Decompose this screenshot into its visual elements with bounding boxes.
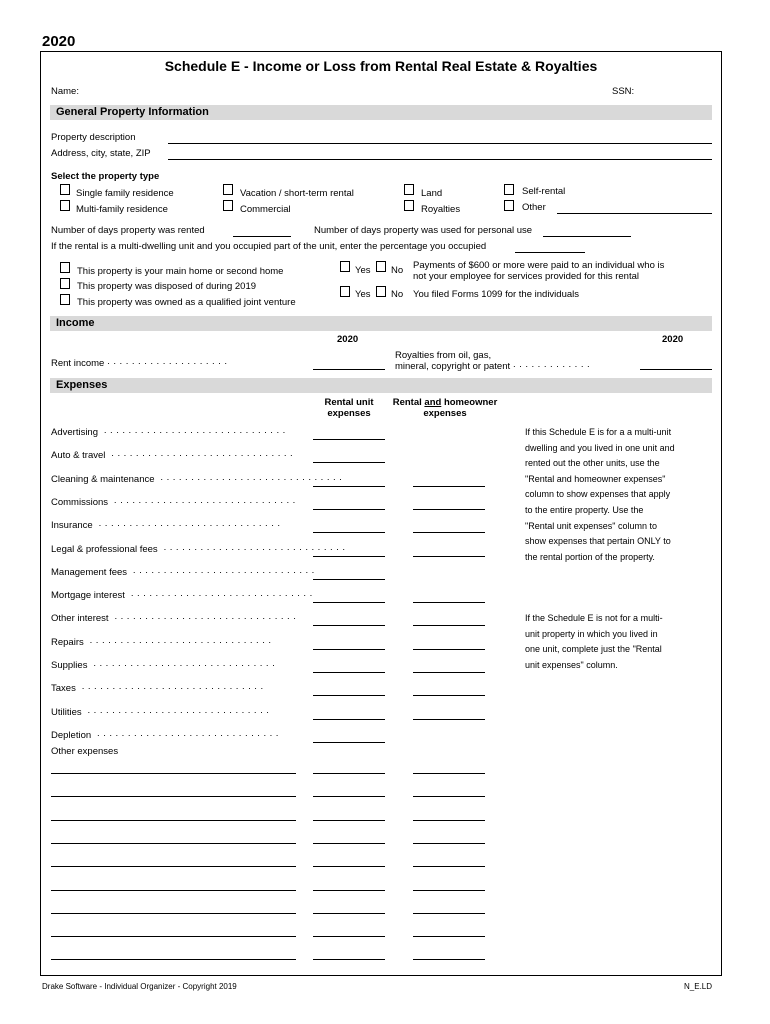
form-title: Schedule E - Income or Loss from Rental Real Estate & Royalties xyxy=(164,58,598,74)
forms-1099-no-checkbox[interactable] xyxy=(376,286,386,297)
expense-row-label xyxy=(51,730,301,741)
rental-homeowner-expense-field[interactable] xyxy=(413,556,485,557)
expenses-section-heading: Expenses xyxy=(50,378,712,393)
other-expense-homeowner-field[interactable] xyxy=(413,936,485,937)
rental-homeowner-column-header: Rental and homeowner expenses xyxy=(392,397,498,419)
other-expense-description-field[interactable] xyxy=(51,936,296,937)
leader-dots: ······························ xyxy=(92,520,284,532)
days-personal-label: Number of days property was used for personal use xyxy=(314,225,533,236)
other-expense-description-field[interactable] xyxy=(51,843,296,844)
expense-row-label xyxy=(51,473,346,485)
other-expense-description-field[interactable] xyxy=(51,796,296,797)
other-expense-description-field[interactable] xyxy=(51,866,296,867)
rental-unit-expense-field[interactable] xyxy=(313,695,385,696)
expense-row-label xyxy=(51,613,301,624)
ssn-label: SSN: xyxy=(612,86,635,97)
other-expenses-label: Other expenses xyxy=(51,746,119,757)
payments-question-line1: Payments of $600 or more were paid to an individual who is xyxy=(413,260,665,271)
property-type-label: Select the property type xyxy=(51,171,160,182)
commercial-checkbox[interactable] xyxy=(223,200,233,211)
expense-row-label xyxy=(51,450,301,461)
income-year-column: 2020 xyxy=(337,334,359,345)
other-expense-rental-unit-field[interactable] xyxy=(313,959,385,960)
leader-dots: ······························ xyxy=(127,566,318,578)
expense-row-label xyxy=(51,566,318,578)
expense-item-name: Insurance xyxy=(51,520,93,532)
property-description-label: Property description xyxy=(51,132,136,143)
other-expense-homeowner-field[interactable] xyxy=(413,913,485,914)
commercial-label: Commercial xyxy=(240,204,291,215)
leader-dots: ······························ xyxy=(105,450,296,462)
address-label: Address, city, state, ZIP xyxy=(51,148,151,159)
expense-item-name: Other interest xyxy=(51,613,109,625)
self-rental-checkbox[interactable] xyxy=(504,184,514,195)
rental-unit-column-header: Rental unit expenses xyxy=(324,397,374,419)
expense-item-name: Cleaning & maintenance xyxy=(51,473,155,485)
payments-no-checkbox[interactable] xyxy=(376,261,386,272)
expense-row-label xyxy=(51,637,301,648)
general-section-heading: General Property Information xyxy=(50,105,712,120)
rental-unit-expense-field[interactable] xyxy=(313,462,385,463)
single-family-label: Single family residence xyxy=(76,188,174,199)
other-type-label: Other xyxy=(522,202,546,213)
rental-unit-expense-field[interactable] xyxy=(313,742,385,743)
payments-question-line2: not your employee for services provided for this rental xyxy=(413,271,639,282)
other-expense-rental-unit-field[interactable] xyxy=(313,866,385,867)
forms-1099-no-label: No xyxy=(391,289,404,300)
other-expense-rental-unit-field[interactable] xyxy=(313,820,385,821)
property-description-field[interactable] xyxy=(168,143,712,144)
forms-1099-question: You filed Forms 1099 for the individuals xyxy=(413,289,579,300)
expense-row-label xyxy=(51,707,301,718)
self-rental-label: Self-rental xyxy=(522,186,566,197)
expense-item-name: Advertising xyxy=(51,427,98,438)
other-expense-homeowner-field[interactable] xyxy=(413,843,485,844)
royalties-income-field[interactable] xyxy=(640,369,712,370)
days-personal-field[interactable] xyxy=(543,236,631,237)
multi-family-checkbox[interactable] xyxy=(60,200,70,211)
rental-homeowner-expense-field[interactable] xyxy=(413,602,485,603)
main-home-checkbox[interactable] xyxy=(60,262,70,273)
other-expense-homeowner-field[interactable] xyxy=(413,773,485,774)
leader-dots: ······························ xyxy=(154,473,346,485)
expense-item-name: Repairs xyxy=(51,636,84,648)
expense-row-label xyxy=(51,660,301,671)
other-expense-rental-unit-field[interactable] xyxy=(313,796,385,797)
rental-homeowner-expense-field[interactable] xyxy=(413,625,485,626)
royalties-label: Royalties xyxy=(421,204,461,215)
royalties-checkbox[interactable] xyxy=(404,200,414,211)
disposed-label: This property was disposed of during 2019 xyxy=(77,281,257,292)
other-type-checkbox[interactable] xyxy=(504,200,514,211)
rental-unit-expense-field[interactable] xyxy=(313,625,385,626)
rental-unit-expense-field[interactable] xyxy=(313,486,385,487)
rental-unit-expense-field[interactable] xyxy=(313,602,385,603)
rental-unit-expense-field[interactable] xyxy=(313,439,385,440)
leader-dots: ······························ xyxy=(108,613,300,625)
leader-dots: ······························ xyxy=(108,496,299,508)
income-section-heading: Income xyxy=(50,316,712,331)
other-expense-homeowner-field[interactable] xyxy=(413,959,485,960)
leader-dots: ······························ xyxy=(157,543,349,555)
expense-row-label xyxy=(51,520,301,531)
expense-item-name: Utilities xyxy=(51,706,82,718)
other-expense-description-field[interactable] xyxy=(51,820,296,821)
payments-yes-label: Yes xyxy=(355,265,371,276)
vacation-label: Vacation / short-term rental xyxy=(240,188,354,199)
rental-homeowner-expense-field[interactable] xyxy=(413,695,485,696)
royalty-year-column: 2020 xyxy=(662,334,684,345)
rental-homeowner-expense-field[interactable] xyxy=(413,486,485,487)
rental-homeowner-expense-field[interactable] xyxy=(413,719,485,720)
leader-dots: ······························ xyxy=(124,590,316,602)
land-checkbox[interactable] xyxy=(404,184,414,195)
other-type-field[interactable] xyxy=(557,213,712,214)
expense-row-label xyxy=(51,543,349,555)
rental-homeowner-expense-field[interactable] xyxy=(413,649,485,650)
other-expense-description-field[interactable] xyxy=(51,913,296,914)
rental-homeowner-expense-field[interactable] xyxy=(413,532,485,533)
rental-unit-expense-field[interactable] xyxy=(313,649,385,650)
form-year: 2020 xyxy=(42,33,76,50)
other-expense-homeowner-field[interactable] xyxy=(413,866,485,867)
rental-unit-expense-field[interactable] xyxy=(313,556,385,557)
payments-no-label: No xyxy=(391,265,404,276)
other-expense-homeowner-field[interactable] xyxy=(413,890,485,891)
other-expense-description-field[interactable] xyxy=(51,959,296,960)
rent-income-label: Rent income ···················· xyxy=(51,358,231,369)
expense-item-name: Management fees xyxy=(51,566,128,578)
payments-yes-checkbox[interactable] xyxy=(340,261,350,272)
leader-dots: ······························ xyxy=(87,660,278,671)
rental-homeowner-expense-field[interactable] xyxy=(413,509,485,510)
multi-unit-pct-field[interactable] xyxy=(515,252,585,253)
expense-row-label xyxy=(51,683,301,694)
leader-dots: ······························ xyxy=(91,729,282,741)
royalties-income-label-line1: Royalties from oil, gas, xyxy=(395,350,492,361)
other-expense-description-field[interactable] xyxy=(51,890,296,891)
name-label: Name: xyxy=(51,86,79,97)
expense-item-name: Depletion xyxy=(51,729,92,741)
forms-1099-yes-checkbox[interactable] xyxy=(340,286,350,297)
multi-unit-note: If this Schedule E is for a a multi-unit dwelling and you lived in one unit and rented out the other units, use the "Rental and homeowner expenses" column to show expenses that apply to the entire property. Use the "Rental unit expenses" column to show expenses that pertain ONLY to the rental portion of the property. xyxy=(525,427,675,562)
other-expense-description-field[interactable] xyxy=(51,773,296,774)
royalties-income-label-line2: mineral, copyright or patent ············· xyxy=(395,361,593,372)
multi-unit-pct-label: If the rental is a multi-dwelling unit and you occupied part of the unit, enter the percentage you occupied xyxy=(51,241,487,252)
leader-dots: ······························ xyxy=(75,683,267,695)
expense-item-name: Legal & professional fees xyxy=(51,543,158,555)
forms-1099-yes-label: Yes xyxy=(355,289,371,300)
main-home-label: This property is your main home or second home xyxy=(77,266,284,277)
rental-unit-expense-field[interactable] xyxy=(313,509,385,510)
leader-dots: ······························ xyxy=(98,427,289,438)
footer-form-code: N_E.LD xyxy=(684,982,713,991)
single-unit-note: If the Schedule E is not for a multi-unit property in which you lived in one unit, complete just the "Rental unit expenses" column. xyxy=(525,613,663,670)
days-rented-field[interactable] xyxy=(233,236,291,237)
expense-item-name: Commissions xyxy=(51,496,109,508)
land-label: Land xyxy=(421,188,443,199)
other-expense-rental-unit-field[interactable] xyxy=(313,913,385,914)
single-family-checkbox[interactable] xyxy=(60,184,70,195)
vacation-checkbox[interactable] xyxy=(223,184,233,195)
expense-row-label xyxy=(51,427,301,438)
expense-item-name: Taxes xyxy=(51,683,76,695)
leader-dots: ······························ xyxy=(81,706,273,718)
rental-unit-expense-field[interactable] xyxy=(313,532,385,533)
address-field[interactable] xyxy=(168,159,712,160)
days-rented-label: Number of days property was rented xyxy=(51,225,205,236)
other-expense-homeowner-field[interactable] xyxy=(413,796,485,797)
rental-unit-expense-field[interactable] xyxy=(313,719,385,720)
other-expense-homeowner-field[interactable] xyxy=(413,820,485,821)
expense-item-name: Mortgage interest xyxy=(51,590,125,602)
rental-unit-expense-field[interactable] xyxy=(313,579,385,580)
expense-item-name: Supplies xyxy=(51,660,88,671)
multi-family-label: Multi-family residence xyxy=(76,204,168,215)
other-expense-rental-unit-field[interactable] xyxy=(313,843,385,844)
rent-income-field[interactable] xyxy=(313,369,385,370)
other-expense-rental-unit-field[interactable] xyxy=(313,936,385,937)
other-expense-rental-unit-field[interactable] xyxy=(313,890,385,891)
other-expense-rental-unit-field[interactable] xyxy=(313,773,385,774)
rental-homeowner-expense-field[interactable] xyxy=(413,672,485,673)
expense-row-label xyxy=(51,497,301,508)
footer-copyright: Drake Software - Individual Organizer - Copyright 2019 xyxy=(42,982,237,991)
disposed-checkbox[interactable] xyxy=(60,278,70,289)
leader-dots: ······························ xyxy=(83,636,275,648)
expense-item-name: Auto & travel xyxy=(51,450,106,462)
expense-row-label xyxy=(51,590,316,602)
rental-unit-expense-field[interactable] xyxy=(313,672,385,673)
joint-venture-label: This property was owned as a qualified joint venture xyxy=(77,297,296,308)
joint-venture-checkbox[interactable] xyxy=(60,294,70,305)
